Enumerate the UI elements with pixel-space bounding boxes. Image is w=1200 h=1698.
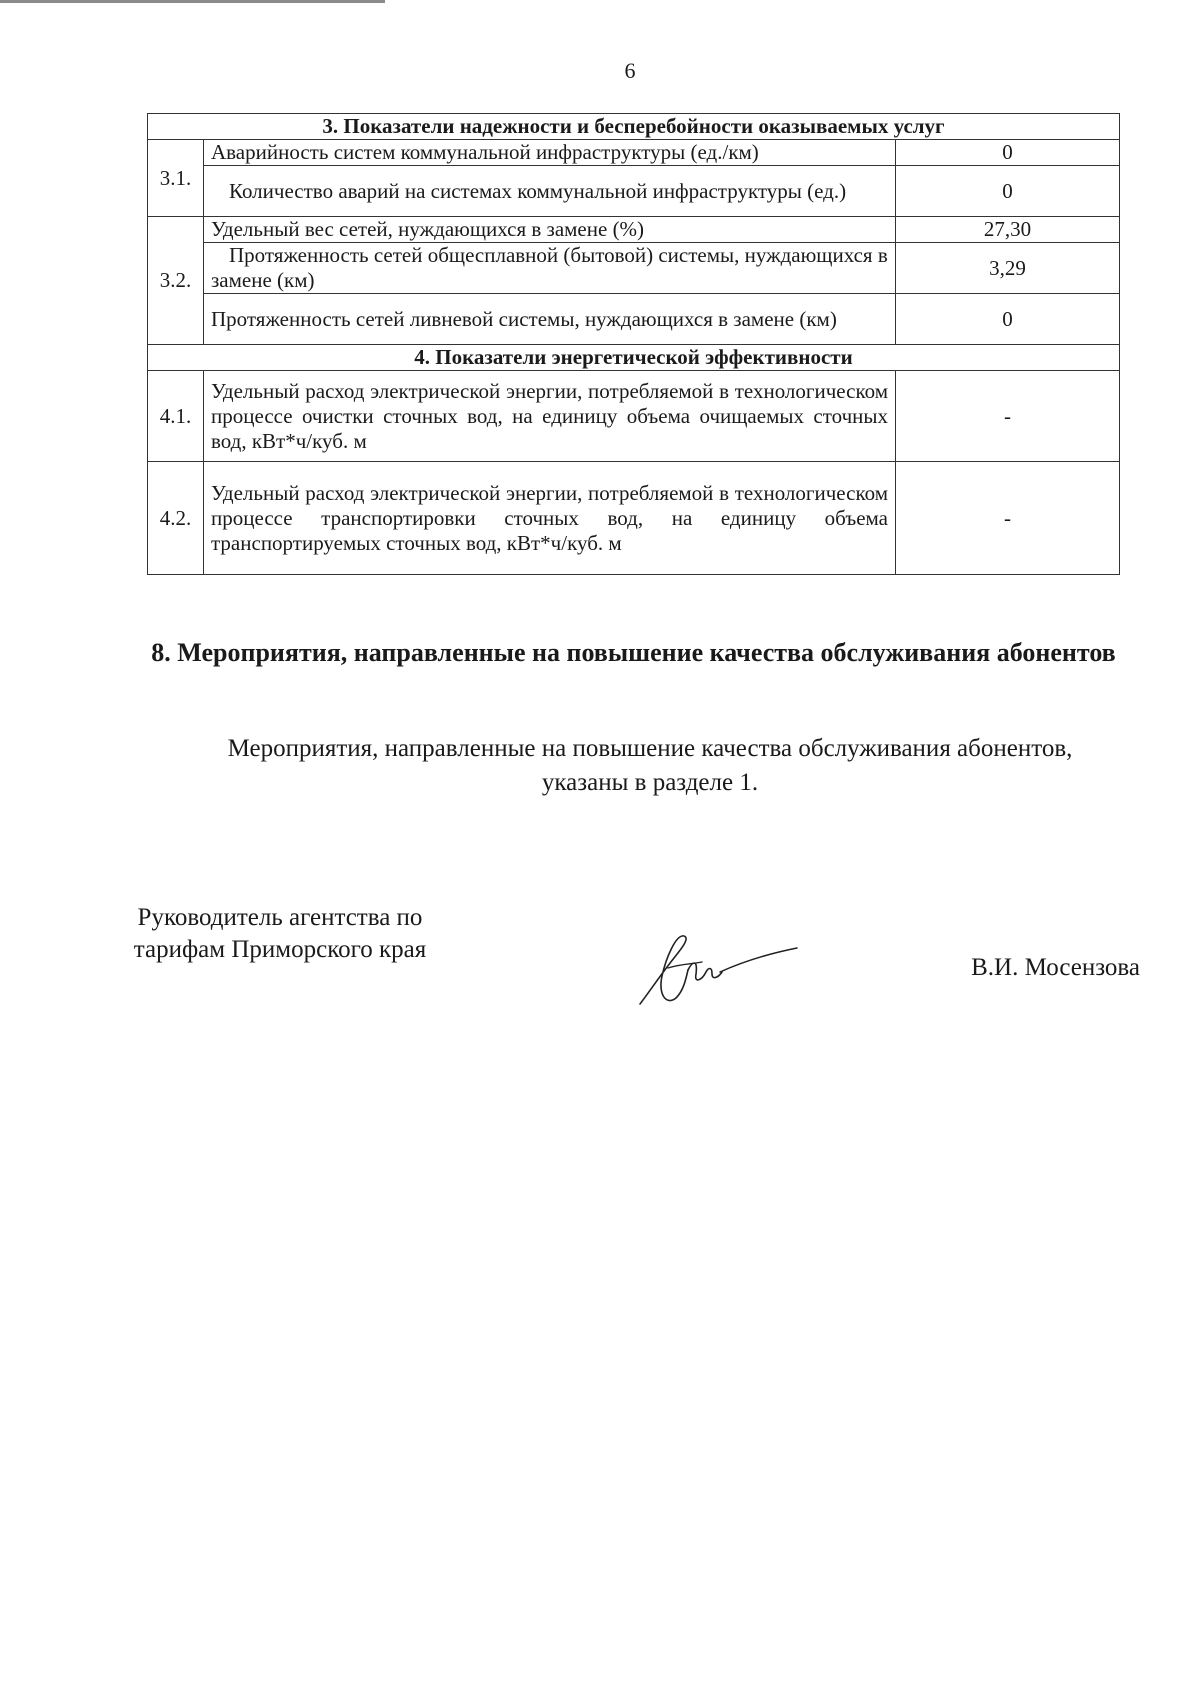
table-row xyxy=(148,217,1120,243)
row-number-3-2: 3.2. xyxy=(148,217,204,345)
indicator-value: 0 xyxy=(896,140,1120,166)
table-row xyxy=(148,140,1120,166)
indicator-value: - xyxy=(896,371,1120,462)
row-number-3-1: 3.1. xyxy=(148,140,204,217)
indicator-name: Аварийность систем коммунальной инфраструктуры (ед./км) xyxy=(204,140,896,166)
indicator-name: Протяженность сетей ливневой системы, нуждающихся в замене (км) xyxy=(204,294,896,345)
scan-top-edge-line xyxy=(0,0,385,3)
indicator-name: Удельный вес сетей, нуждающихся в замене (%) xyxy=(204,217,896,243)
table-row xyxy=(148,371,1120,462)
handwritten-signature xyxy=(632,918,802,1014)
section-3-heading: 3. Показатели надежности и бесперебойности оказываемых услуг xyxy=(148,114,1120,140)
indicator-name: Удельный расход электрической энергии, потребляемой в технологическом процессе транспортировки сточных вод, на единицу объема транспортируемых сточных вод, кВт*ч/куб. м xyxy=(204,462,896,575)
table-row xyxy=(148,462,1120,575)
signatory-position: Руководитель агентства по тарифам Приморского края xyxy=(133,904,427,963)
table-row xyxy=(148,294,1120,345)
section-8-title: 8. Мероприятия, направленные на повышение качества обслуживания абонентов xyxy=(151,638,1116,667)
signatory-name: В.И. Мосензова xyxy=(971,954,1140,981)
indicator-value: 0 xyxy=(896,166,1120,217)
indicator-value: 3,29 xyxy=(896,243,1120,294)
section-4-heading: 4. Показатели энергетической эффективности xyxy=(148,345,1120,371)
table-row xyxy=(148,114,1120,140)
table-row xyxy=(148,166,1120,217)
table-row xyxy=(148,345,1120,371)
row-number-4-2: 4.2. xyxy=(148,462,204,575)
indicator-value: - xyxy=(896,462,1120,575)
table-row xyxy=(148,243,1120,294)
indicator-name: Протяженность сетей общесплавной (бытовой) системы, нуждающихся в замене (км) xyxy=(204,243,896,294)
indicator-value: 0 xyxy=(896,294,1120,345)
indicator-name: Количество аварий на системах коммунальной инфраструктуры (ед.) xyxy=(204,166,896,217)
indicators-table xyxy=(147,113,1120,575)
row-number-4-1: 4.1. xyxy=(148,371,204,462)
indicator-value: 27,30 xyxy=(896,217,1120,243)
page-number: 6 xyxy=(624,58,636,83)
indicator-name: Удельный расход электрической энергии, потребляемой в технологическом процессе очистки сточных вод, на единицу объема очищаемых сточных вод, кВт*ч/куб. м xyxy=(204,371,896,462)
section-8-text: Мероприятия, направленные на повышение качества обслуживания абонентов, указаны в разделе 1. xyxy=(227,735,1073,796)
